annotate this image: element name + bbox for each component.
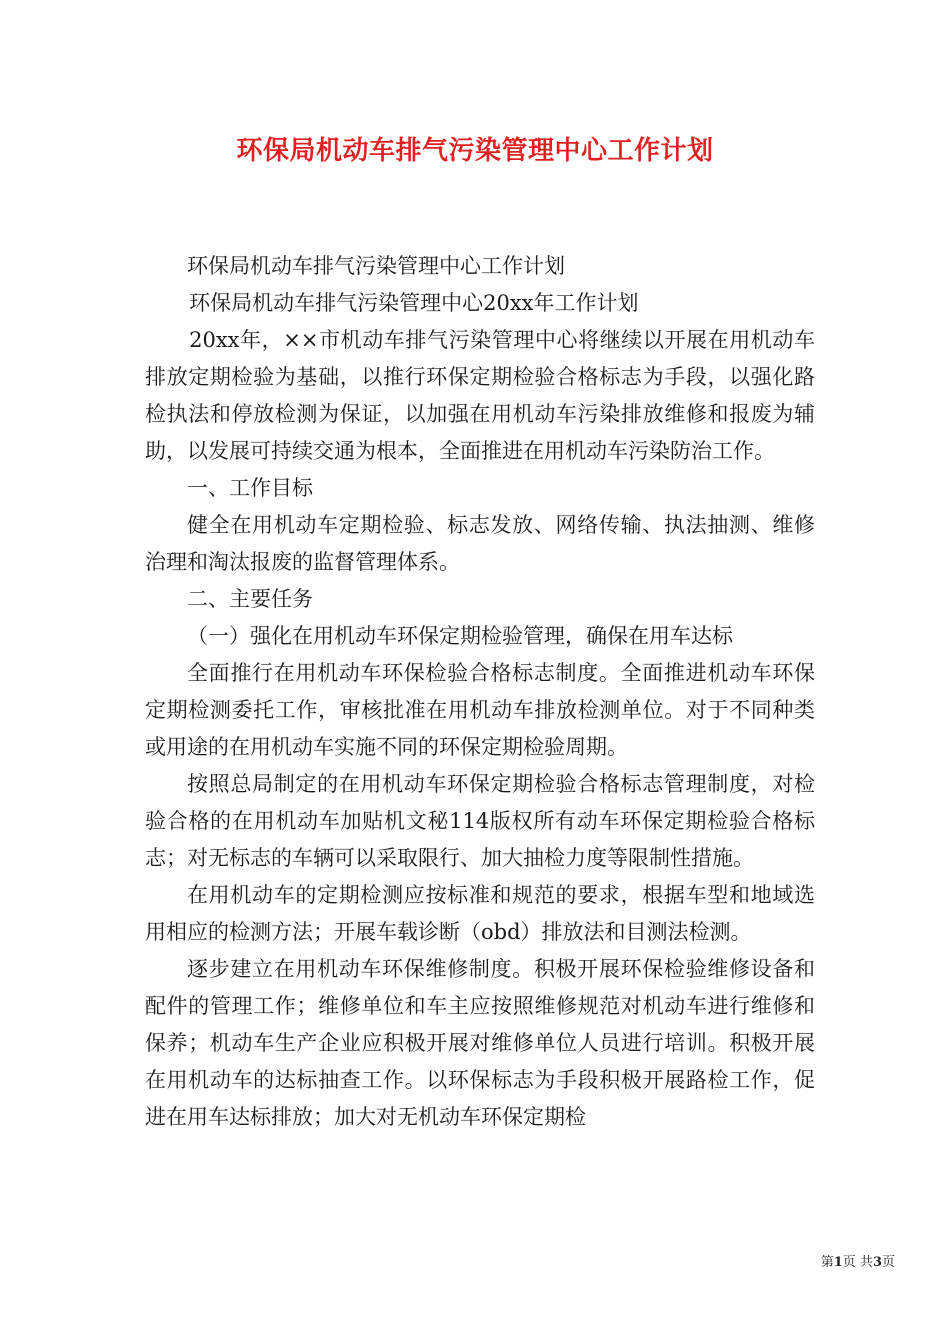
paragraph-heading-repeat: 环保局机动车排气污染管理中心工作计划 — [187, 254, 565, 278]
page-number — [0, 1251, 895, 1270]
paragraph-task-2: 按照总局制定的在用机动车环保定期检验合格标志管理制度，对检验合格的在用机动车加贴机文秘114版权所有动车环保定期检验合格标志；对无标志的车辆可以采取限行、加大抽检力度等限制性措施。 — [145, 772, 815, 870]
page-number-total: 3 — [872, 1255, 882, 1270]
paragraph-subtitle: 环保局机动车排气污染管理中心20xx年工作计划 — [189, 291, 639, 315]
page-number-suffix: 页 — [881, 1255, 895, 1270]
document-title: 环保局机动车排气污染管理中心工作计划 — [236, 136, 714, 166]
paragraph-task-3: 在用机动车的定期检测应按标准和规范的要求，根据车型和地域选用相应的检测方法；开展车载诊断（obd）排放法和目测法检测。 — [145, 883, 815, 944]
subsection-heading-1: （一）强化在用机动车环保定期检验管理，确保在用车达标 — [187, 624, 733, 648]
paragraph-goals: 健全在用机动车定期检验、标志发放、网络传输、执法抽测、维修治理和淘汰报废的监督管理体系。 — [145, 513, 815, 574]
document-body — [145, 248, 815, 1136]
paragraph-task-1: 全面推行在用机动车环保检验合格标志制度。全面推进机动车环保定期检测委托工作，审核批准在用机动车排放检测单位。对于不同种类或用途的在用机动车实施不同的环保定期检验周期。 — [145, 661, 815, 759]
page-number-prefix: 第 — [820, 1255, 834, 1270]
paragraph-intro: 20xx年，××市机动车排气污染管理中心将继续以开展在用机动车排放定期检验为基础，以推行环保定期检验合格标志为手段，以强化路检执法和停放检测为保证，以加强在用机动车污染排放维修和报废为辅助，以发展可持续交通为根本，全面推进在用机动车污染防治工作。 — [145, 328, 815, 463]
page-number-current: 1 — [833, 1255, 843, 1270]
section-heading-tasks: 二、主要任务 — [187, 587, 313, 611]
paragraph-task-4: 逐步建立在用机动车环保维修制度。积极开展环保检验维修设备和配件的管理工作；维修单位和车主应按照维修规范对机动车进行维修和保养；机动车生产企业应积极开展对维修单位人员进行培训。积极开展在用机动车的达标抽查工作。以环保标志为手段积极开展路检工作，促进在用车达标排放；加大对无机动车环保定期检 — [145, 957, 815, 1129]
section-heading-goals: 一、工作目标 — [187, 476, 313, 500]
page-number-middle: 页 共 — [842, 1255, 873, 1270]
